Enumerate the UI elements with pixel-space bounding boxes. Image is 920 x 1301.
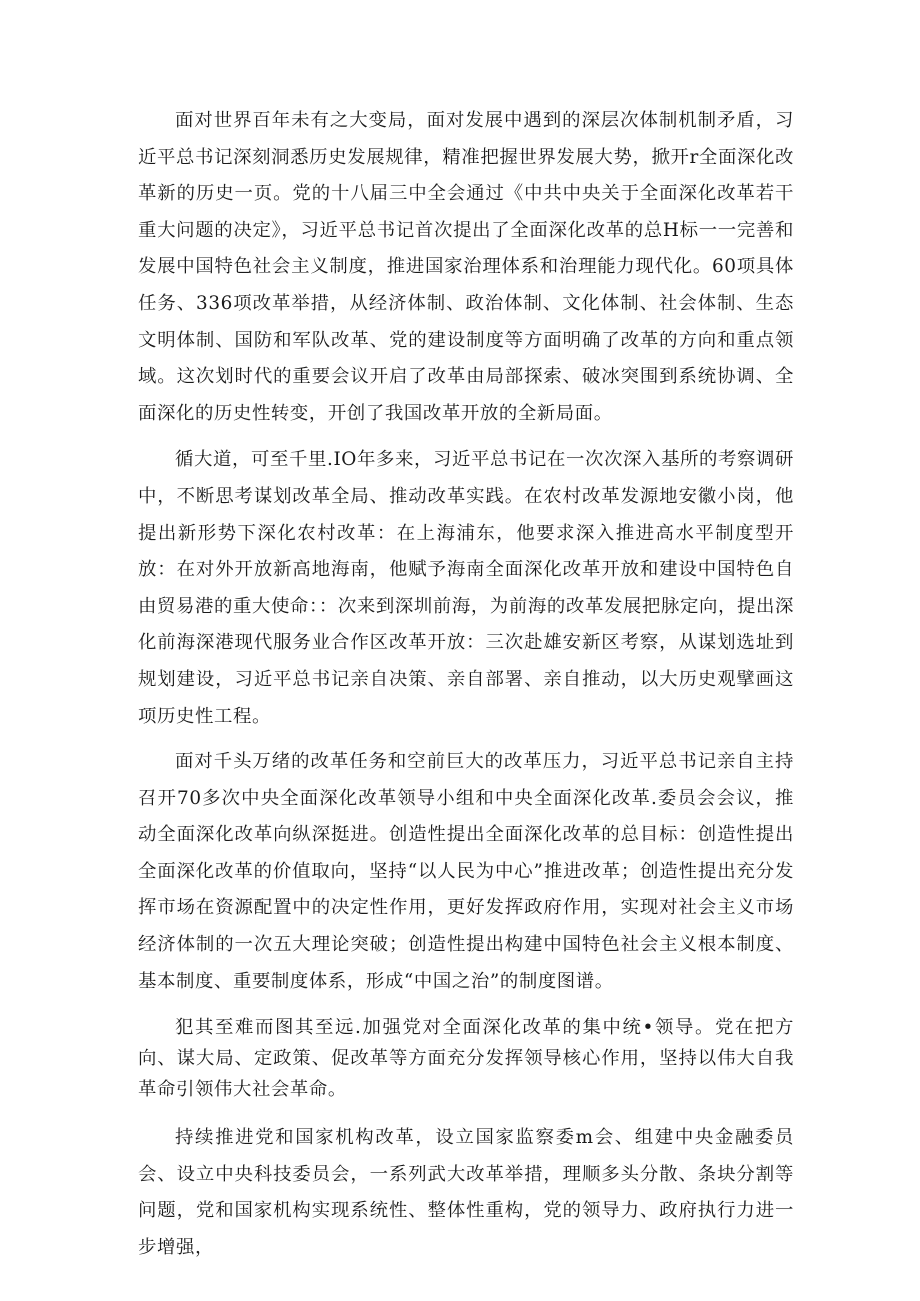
paragraph-institutional-reform: 持续推进党和国家机构改革，设立国家监察委m会、组建中央金融委员会、设立中央科技委员会，一系列武大改革举措，理顺多头分散、条块分割等问题，党和国家机构实现系统性、整体性重构，党的领导力、政府执行力进一步增强，	[138, 1127, 794, 1259]
paragraph-comprehensive-reform-history: 面对世界百年未有之大变局，面对发展中遇到的深层次体制机制矛盾，习近平总书记深刻洞悉历史发展规律，精准把握世界发展大势，掀开r全面深化改革新的历史一页。党的十八届三中全会通过《中共中央关于全面深化改革若干重大问题的决定》，习近平总书记首次提出了全面深化改革的总H标一一完善和发展中国特色社会主义制度，推进国家治理体系和治理能力现代化。60项具体任务、336项改革举措，从经济体制、政治体制、文化体制、社会体制、生态文明体制、国防和军队改革、党的建设制度等方面明确了改革的方向和重点领域。这次划时代的重要会议开启了改革由局部探索、破冰突围到系统协调、全面深化的历史性转变，开创了我国改革开放的全新局面。	[138, 110, 794, 424]
paragraph-party-leadership: 犯其至难而图其至远.加强党对全面深化改革的集中统•领导。党在把方向、谋大局、定政策、促改革等方面充分发挥领导核心作用，坚持以伟大自我革命引领伟大社会革命。	[138, 1017, 794, 1101]
paragraph-inspection-tours: 循大道，可至千里.IO年多来，习近平总书记在一次次深入基所的考察调研中，不断思考谋划改革全局、推动改革实践。在农村改革发源地安徽小岗，他提出新形势下深化农村改革：在上海浦东，他要求深入推进高水平制度型开放：在对外开放新高地海南，他赋予海南全面深化改革开放和建设中国特色自由贸易港的重大使命：：次来到深圳前海，为前海的改革发展把脉定向，提出深化前海深港现代服务业合作区改革开放：三次赴雄安新区考察，从谋划选址到规划建设，习近平总书记亲自决策、亲自部署、亲自推动，以大历史观擘画这项历史性工程。	[138, 449, 794, 727]
document-body	[138, 103, 794, 1267]
paragraph-reform-meetings: 面对千头万绪的改革任务和空前巨大的改革压力，习近平总书记亲自主持召开70多次中央全面深化改革领导小组和中央全面深化改革.委员会会议，推动全面深化改革向纵深挺进。创造性提出全面深化改革的总目标：创造性提出全面深化改革的价值取向，坚持“以人民为中心”推进改革；创造性提出充分发挥市场在资源配置中的决定性作用，更好发挥政府作用，实现对社会主义市场经济体制的一次五大理论突破；创造性提出构建中国特色社会主义根本制度、基本制度、重要制度体系，形成“中国之治”的制度图谱。	[138, 751, 794, 992]
